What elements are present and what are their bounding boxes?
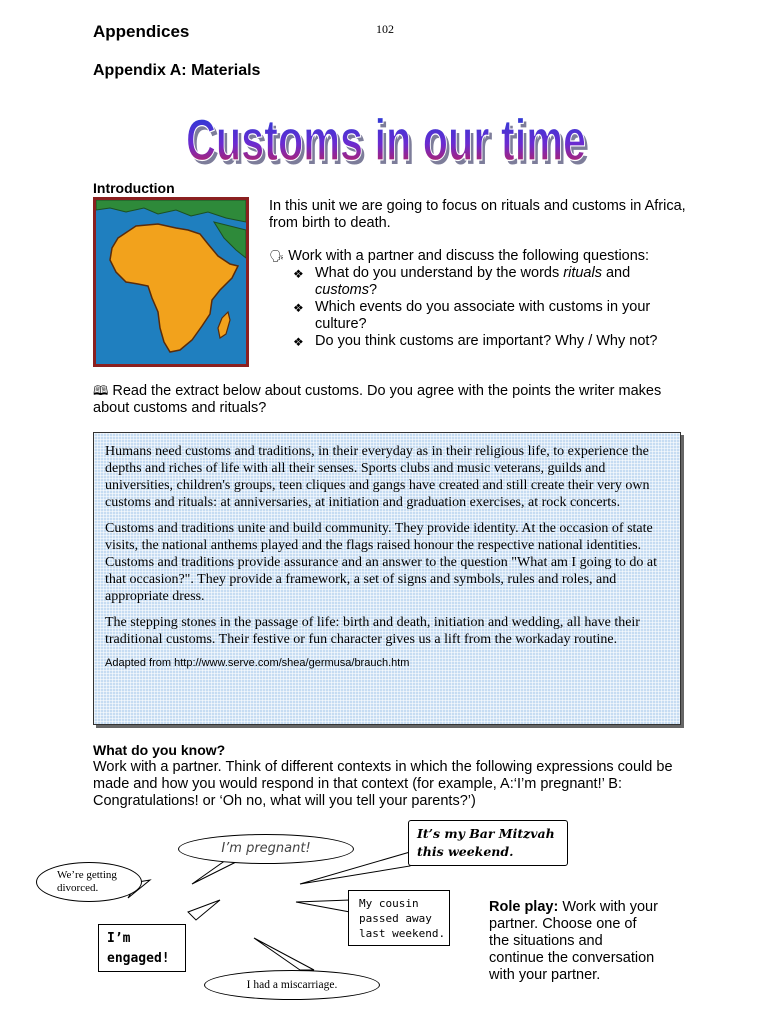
role-play-instruction: Work with your partner. Choose one of the situations and continue the conversation with your partner. bbox=[489, 899, 658, 983]
bubble-pregnant bbox=[178, 834, 354, 864]
banner-text: Customs in our time bbox=[186, 108, 586, 172]
diamond-bullet-icon: ❖ bbox=[293, 267, 304, 281]
page-number: 102 bbox=[376, 22, 394, 36]
question-text: Do you think customs are important? Why / Why not? bbox=[315, 333, 658, 349]
extract-paragraph: Customs and traditions unite and build community. They provide identity. At the occasion of state visits, the national anthems played and the flags raised honour the respective national identities. Customs and traditions provide assurance and an answer to the question "What am I going to do at that occasion?". They provide a framework, a set of signs and symbols, rules and roles, and appropriate dress. bbox=[105, 521, 657, 604]
reading-instruction-text: Read the extract below about customs. Do you agree with the points the writer makes about customs and rituals? bbox=[93, 383, 662, 416]
bubble-text: We’re getting divorced. bbox=[57, 869, 117, 894]
miscarriage-tail bbox=[254, 938, 314, 970]
engaged-tail bbox=[188, 900, 220, 920]
pregnant-tail bbox=[192, 860, 240, 884]
role-play-text bbox=[489, 899, 659, 984]
speaking-icon: 🗣 bbox=[269, 249, 285, 263]
question-emphasis: customs bbox=[315, 282, 369, 298]
diamond-bullet-icon: ❖ bbox=[293, 301, 304, 315]
what-do-you-know-heading: What do you know? bbox=[93, 742, 226, 758]
section-heading: Appendices bbox=[93, 22, 190, 41]
bubble-bar-mitzvah bbox=[408, 820, 568, 866]
bubble-text: I’m pregnant! bbox=[221, 841, 311, 856]
bubble-engaged bbox=[98, 924, 186, 972]
intro-heading: Introduction bbox=[93, 180, 175, 196]
question-text: ? bbox=[369, 282, 378, 298]
question-text: and bbox=[601, 265, 631, 281]
bubble-text: It’s my Bar Mitzvah this weekend. bbox=[417, 826, 555, 859]
extract-paragraph: Humans need customs and traditions, in their everyday as in their religious life, to experience the depths and riches of life with all their senses. Sports clubs and music veterans, guilds and universities, children's groups, teen cliques and gangs have created and still create their very own customs and rituals: at anniversaries, at initiation and graduation exercises, at rock concerts. bbox=[105, 444, 650, 510]
bubble-divorced bbox=[36, 862, 142, 902]
intro-text: In this unit we are going to focus on rituals and customs in Africa, from birth to death. bbox=[269, 198, 686, 231]
diamond-bullet-icon: ❖ bbox=[293, 335, 304, 349]
bubble-miscarriage bbox=[204, 970, 380, 1000]
role-play-label: Role play: bbox=[489, 899, 559, 915]
question-text: What do you understand by the words bbox=[315, 265, 564, 281]
bubble-text: My cousin passed away last weekend. bbox=[359, 897, 446, 940]
bubble-text: I had a miscarriage. bbox=[246, 979, 338, 991]
discussion-instruction-text: Work with a partner and discuss the following questions: bbox=[288, 248, 650, 264]
bubble-cousin bbox=[348, 890, 450, 946]
cousin-tail bbox=[296, 900, 350, 912]
bubble-text: I’m engaged! bbox=[107, 931, 170, 966]
extract-source: Adapted from http://www.serve.com/shea/germusa/brauch.htm bbox=[105, 657, 410, 669]
what-do-you-know-text: Work with a partner. Think of different contexts in which the following expressions could be made and how you would respond in that context (for example, A:‘I’m pregnant!’ B: Congratulations! or ‘Oh no, what will you tell your parents?’) bbox=[93, 759, 673, 809]
question-emphasis: rituals bbox=[563, 265, 602, 281]
question-text: Which events do you associate with customs in your culture? bbox=[315, 299, 651, 332]
banner-shadow: Customs in our time bbox=[189, 112, 589, 172]
book-icon: 🕮 bbox=[93, 383, 109, 398]
appendix-title: Appendix A: Materials bbox=[93, 62, 261, 79]
extract-paragraph: The stepping stones in the passage of life: birth and death, initiation and wedding, all have their traditional customs. Their festive or fun character gives us a lift from the workaday routine. bbox=[105, 615, 640, 647]
